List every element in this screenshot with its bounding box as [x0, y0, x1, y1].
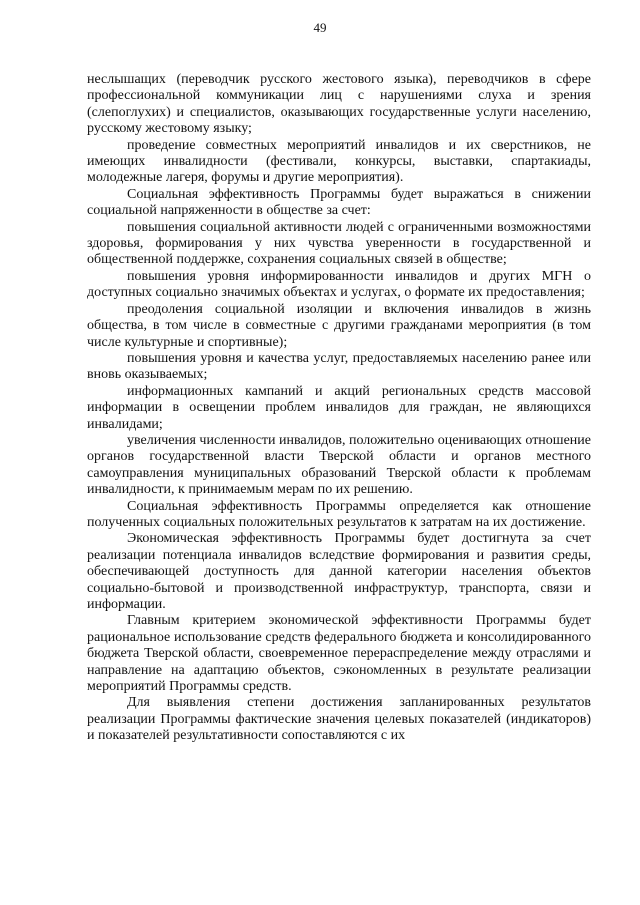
paragraph-social-efficiency-definition: Социальная эффективность Программы определяется как отношение полученных социальных положительных результатов к затратам на их достижение. [87, 498, 591, 530]
paragraph-isolation: преодоления социальной изоляции и включения инвалидов в жизнь общества, в том числе в совместные с другими гражданами мероприятия (в том числе культурные и спортивные); [87, 301, 591, 350]
paragraph-economic-efficiency: Экономическая эффективность Программы будет достигнута за счет реализации потенциала инвалидов вследствие формирования и развития среды, обеспечивающей доступность для данной категории населения объектов социально-бытовой и производственной инфраструктур, транспорта, связи и информации. [87, 531, 591, 612]
page-number: 49 [313, 20, 327, 35]
paragraph-sign-language-translators: неслышащих (переводчик русского жестового языка), переводчиков в сфере профессиональной коммуникации лиц с нарушениями слуха и зрения (слепоглухих) и специалистов, оказывающих государственные услуги населению, русскому жестовому языку; [87, 72, 591, 137]
paragraph-social-activity: повышения социальной активности людей с ограниченными возможностями здоровья, формирования у них чувства уверенности в государственной и общественной поддержке, сохранения социальных связей в обществе; [87, 219, 591, 268]
body-text [87, 72, 591, 745]
paragraph-social-efficiency-intro: Социальная эффективность Программы будет выражаться в снижении социальной напряженности в обществе за счет: [87, 186, 591, 219]
paragraph-positive-assessment: увеличения численности инвалидов, положительно оценивающих отношение органов государственной власти Тверской области и органов местного самоуправления муниципальных образований Тверской области к проблемам инвалидности, к принимаемым мерам по их решению. [87, 432, 591, 498]
paragraph-results-assessment: Для выявления степени достижения запланированных результатов реализации Программы фактические значения целевых показателей (индикаторов) и показателей результативности сопоставляются с их [87, 695, 591, 744]
paragraph-awareness: повышения уровня информированности инвалидов и других МГН о доступных социально значимых объектах и услугах, о формате их предоставления; [87, 268, 591, 301]
paragraph-media-campaigns: информационных кампаний и акций региональных средств массовой информации в освещении проблем инвалидов для граждан, не являющихся инвалидами; [87, 383, 591, 432]
paragraph-main-criterion: Главным критерием экономической эффективности Программы будет рациональное использование средств федерального бюджета и консолидированного бюджета Тверской области, своевременное перераспределение между отраслями и направление на адаптацию объектов, сэкономленных в результате реализации мероприятий Программы средств. [87, 613, 591, 695]
paragraph-joint-events: проведение совместных мероприятий инвалидов и их сверстников, не имеющих инвалидности (фестивали, конкурсы, выставки, спартакиады, молодежные лагеря, форумы и другие мероприятия). [87, 137, 591, 186]
paragraph-service-quality: повышения уровня и качества услуг, предоставляемых населению ранее или вновь оказываемых; [87, 350, 591, 383]
